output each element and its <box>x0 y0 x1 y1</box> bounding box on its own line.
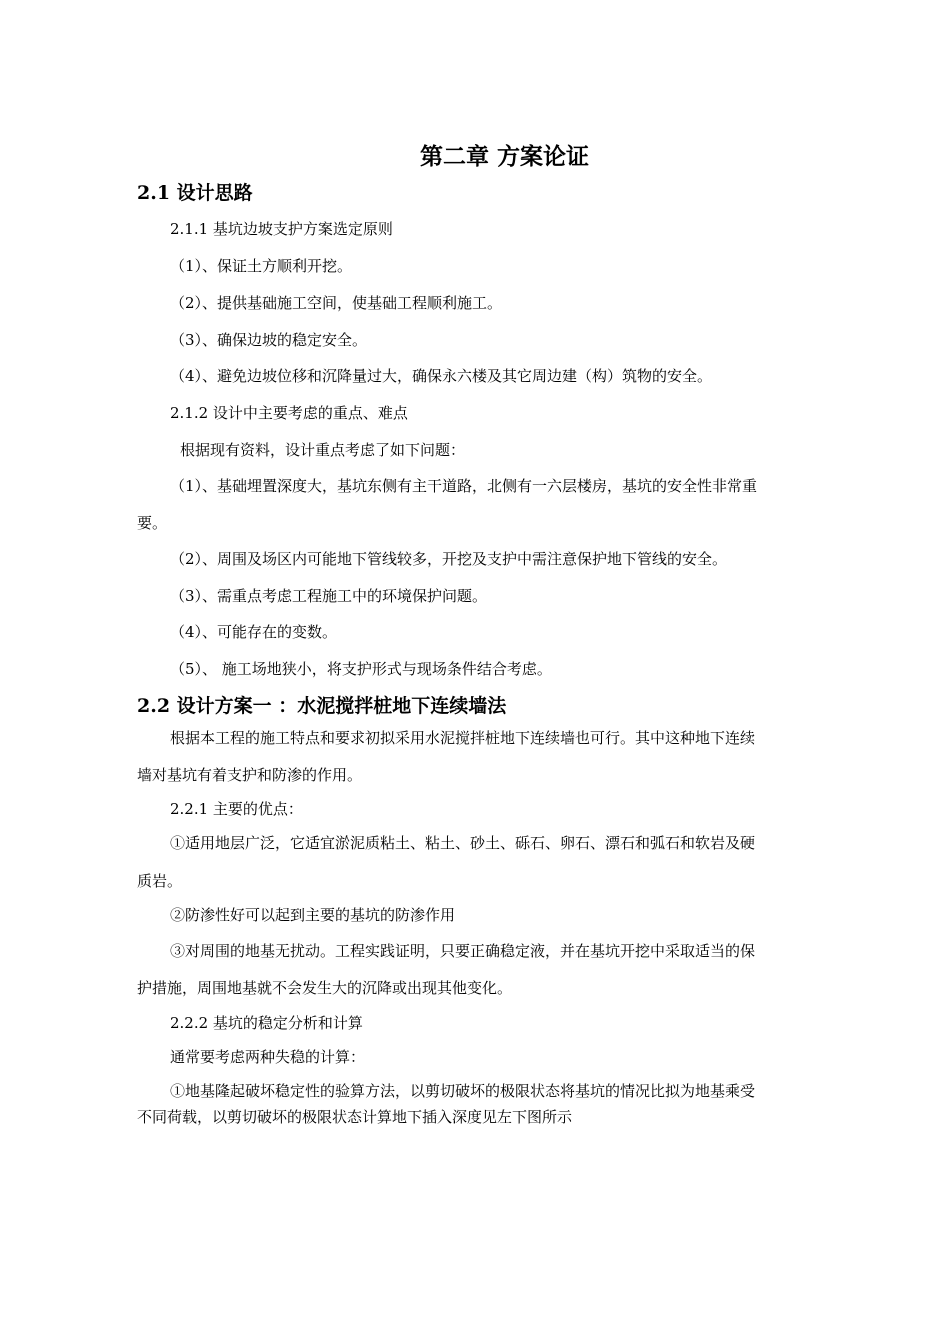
paragraph: （4）、可能存在的变数。 <box>170 623 338 641</box>
subsection-2-2-1: 2.2.1 主要的优点： <box>170 800 303 818</box>
paragraph: （1）、基础埋置深度大，基坑东侧有主干道路，北侧有一六层楼房，基坑的安全性非常重 <box>170 477 758 495</box>
paragraph: 根据本工程的施工特点和要求初拟采用水泥搅拌桩地下连续墙也可行。其中这种地下连续 <box>170 729 756 747</box>
section-heading-2-2: 2.2 设计方案一 ：水泥搅拌桩地下连续墙法 <box>137 695 507 717</box>
paragraph: ②防渗性好可以起到主要的基坑的防渗作用 <box>170 906 456 924</box>
paragraph: ③对周围的地基无扰动。工程实践证明，只要正确稳定液，并在基坑开挖中采取适当的保 <box>170 942 756 960</box>
paragraph: （1）、保证土方顺利开挖。 <box>170 257 353 275</box>
paragraph: ①适用地层广泛，它适宜淤泥质粘土、粘土、砂土、砾石、卵石、漂石和弧石和软岩及硬 <box>170 834 756 852</box>
paragraph: 护措施，周围地基就不会发生大的沉降或出现其他变化。 <box>137 979 513 997</box>
subsection-2-2-2: 2.2.2 基坑的稳定分析和计算 <box>170 1014 363 1032</box>
paragraph: （3）、确保边坡的稳定安全。 <box>170 331 368 349</box>
subsection-2-1-2: 2.1.2 设计中主要考虑的重点、难点 <box>170 404 408 422</box>
paragraph: ①地基隆起破坏稳定性的验算方法，以剪切破坏的极限状态将基坑的情况比拟为地基乘受 <box>170 1082 756 1100</box>
chapter-title: 第二章 方案论证 <box>420 143 590 170</box>
paragraph: 根据现有资料，设计重点考虑了如下问题： <box>180 441 466 459</box>
paragraph: 墙对基坑有着支护和防渗的作用。 <box>137 766 363 784</box>
paragraph: （2）、周围及场区内可能地下管线较多，开挖及支护中需注意保护地下管线的安全。 <box>170 550 728 568</box>
section-heading-2-1: 2.1 设计思路 <box>137 182 253 204</box>
paragraph: （3）、需重点考虑工程施工中的环境保护问题。 <box>170 587 488 605</box>
paragraph: 通常要考虑两种失稳的计算： <box>170 1048 366 1066</box>
paragraph: 不同荷载，以剪切破坏的极限状态计算地下插入深度见左下图所示 <box>137 1108 573 1126</box>
paragraph: （5）、 施工场地狭小，将支护形式与现场条件结合考虑。 <box>170 660 552 678</box>
subsection-2-1-1: 2.1.1 基坑边坡支护方案选定原则 <box>170 220 393 238</box>
paragraph: 要。 <box>137 514 168 532</box>
paragraph: （4）、避免边坡位移和沉降量过大，确保永六楼及其它周边建（构）筑物的安全。 <box>170 367 713 385</box>
paragraph: 质岩。 <box>137 872 183 890</box>
paragraph: （2）、提供基础施工空间，使基础工程顺利施工。 <box>170 294 503 312</box>
